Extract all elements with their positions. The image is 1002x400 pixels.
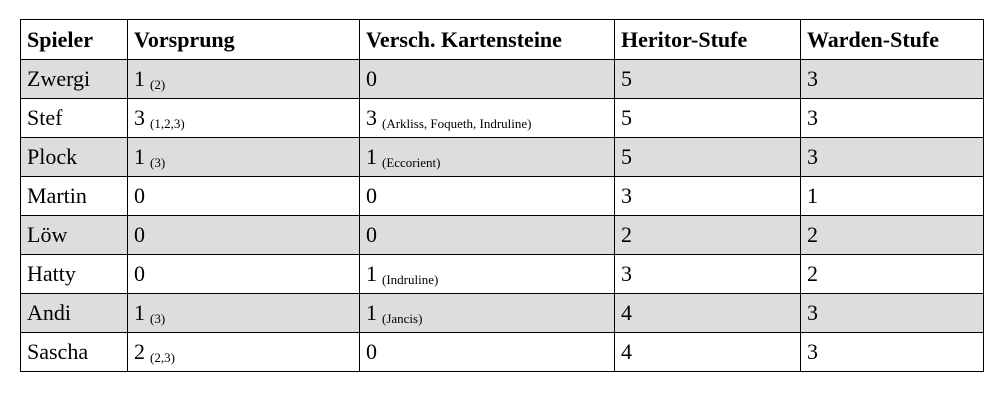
cell-vorsprung [128, 138, 360, 177]
cell-heritor-stufe: 5 [615, 99, 801, 138]
cell-vorsprung [128, 60, 360, 99]
kartensteine-value: 1 [366, 300, 377, 325]
cell-warden-stufe: 3 [801, 294, 984, 333]
cell-warden-stufe: 2 [801, 216, 984, 255]
cell-heritor-stufe: 2 [615, 216, 801, 255]
vorsprung-value: 0 [134, 222, 145, 247]
vorsprung-value: 1 [134, 66, 145, 91]
kartensteine-note: (Jancis) [382, 311, 423, 326]
cell-heritor-stufe: 5 [615, 138, 801, 177]
cell-warden-stufe: 3 [801, 138, 984, 177]
cell-vorsprung [128, 177, 360, 216]
table-row [21, 99, 984, 138]
kartensteine-note: (Eccorient) [382, 155, 441, 170]
cell-spieler: Löw [21, 216, 128, 255]
vorsprung-note: (1,2,3) [150, 116, 185, 131]
kartensteine-value: 0 [366, 66, 377, 91]
kartensteine-note: (Indruline) [382, 272, 439, 287]
vorsprung-value: 1 [134, 144, 145, 169]
vorsprung-value: 1 [134, 300, 145, 325]
cell-spieler: Zwergi [21, 60, 128, 99]
cell-spieler: Andi [21, 294, 128, 333]
header-warden-stufe: Warden-Stufe [801, 20, 984, 60]
cell-vorsprung [128, 99, 360, 138]
vorsprung-value: 2 [134, 339, 145, 364]
cell-heritor-stufe: 4 [615, 294, 801, 333]
cell-heritor-stufe: 3 [615, 177, 801, 216]
table-row [21, 255, 984, 294]
cell-vorsprung [128, 255, 360, 294]
cell-spieler: Plock [21, 138, 128, 177]
vorsprung-note: (2) [150, 77, 166, 92]
cell-spieler: Martin [21, 177, 128, 216]
header-heritor-stufe: Heritor-Stufe [615, 20, 801, 60]
table-header [21, 20, 984, 60]
vorsprung-note: (2,3) [150, 350, 175, 365]
kartensteine-note: (Arkliss, Foqueth, Indruline) [382, 116, 532, 131]
cell-heritor-stufe: 3 [615, 255, 801, 294]
cell-warden-stufe: 3 [801, 99, 984, 138]
cell-kartensteine [360, 255, 615, 294]
cell-kartensteine [360, 333, 615, 372]
cell-heritor-stufe: 5 [615, 60, 801, 99]
header-row [21, 20, 984, 60]
cell-warden-stufe: 3 [801, 60, 984, 99]
kartensteine-value: 0 [366, 222, 377, 247]
kartensteine-value: 3 [366, 105, 377, 130]
cell-kartensteine [360, 216, 615, 255]
vorsprung-note: (3) [150, 311, 166, 326]
table-row [21, 60, 984, 99]
cell-kartensteine [360, 138, 615, 177]
table-row [21, 138, 984, 177]
header-vorsprung: Vorsprung [128, 20, 360, 60]
cell-vorsprung [128, 333, 360, 372]
table-row [21, 177, 984, 216]
vorsprung-value: 0 [134, 183, 145, 208]
cell-vorsprung [128, 294, 360, 333]
cell-warden-stufe: 1 [801, 177, 984, 216]
kartensteine-value: 1 [366, 261, 377, 286]
players-table [20, 19, 984, 372]
table-body [21, 60, 984, 372]
table-row [21, 294, 984, 333]
cell-kartensteine [360, 177, 615, 216]
kartensteine-value: 0 [366, 339, 377, 364]
cell-vorsprung [128, 216, 360, 255]
table-row [21, 333, 984, 372]
cell-heritor-stufe: 4 [615, 333, 801, 372]
cell-warden-stufe: 2 [801, 255, 984, 294]
vorsprung-note: (3) [150, 155, 166, 170]
cell-spieler: Hatty [21, 255, 128, 294]
kartensteine-value: 1 [366, 144, 377, 169]
cell-warden-stufe: 3 [801, 333, 984, 372]
cell-kartensteine [360, 294, 615, 333]
vorsprung-value: 3 [134, 105, 145, 130]
kartensteine-value: 0 [366, 183, 377, 208]
cell-kartensteine [360, 60, 615, 99]
table-row [21, 216, 984, 255]
header-spieler: Spieler [21, 20, 128, 60]
cell-kartensteine [360, 99, 615, 138]
header-kartensteine: Versch. Kartensteine [360, 20, 615, 60]
cell-spieler: Sascha [21, 333, 128, 372]
vorsprung-value: 0 [134, 261, 145, 286]
cell-spieler: Stef [21, 99, 128, 138]
